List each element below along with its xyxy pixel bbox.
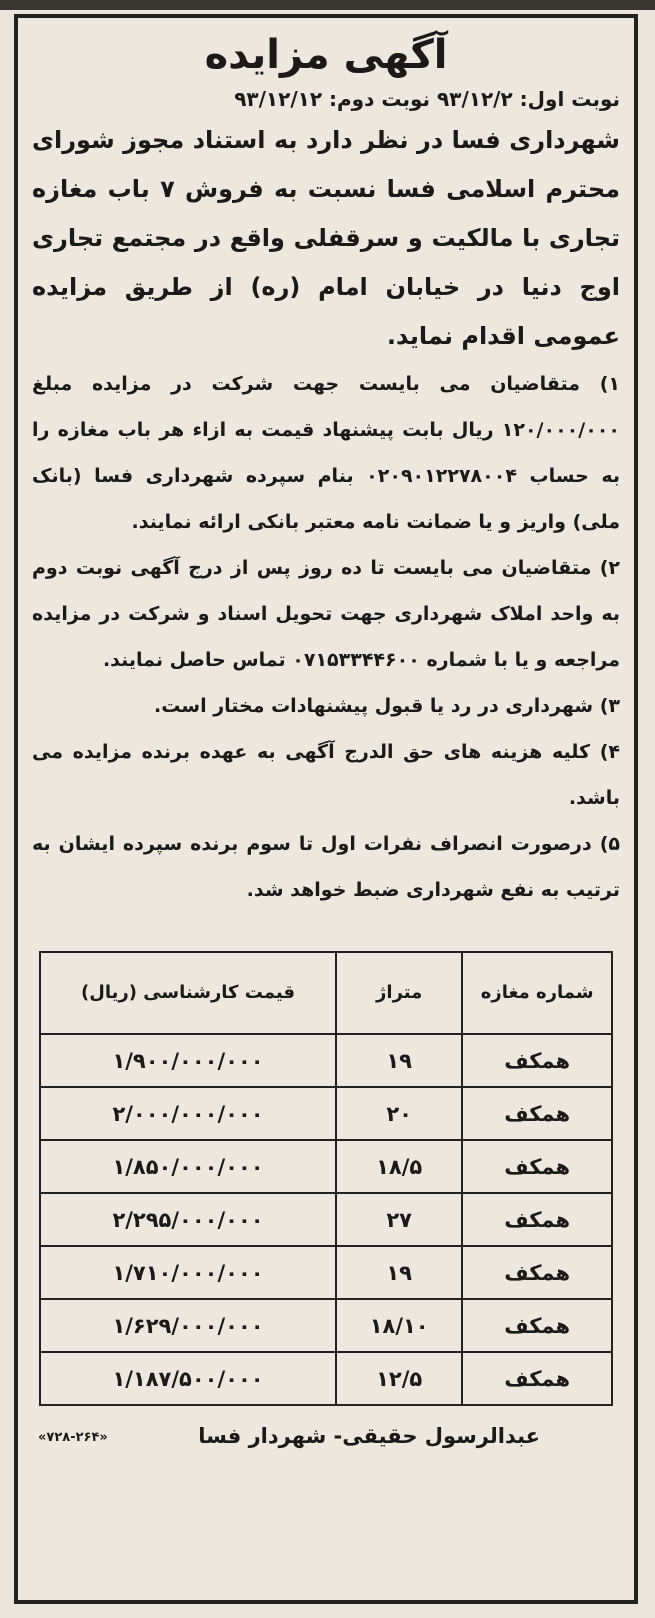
table-row bbox=[40, 1352, 612, 1405]
cell-area: ۱۹ bbox=[336, 1034, 462, 1087]
cell-shop: همکف bbox=[462, 1193, 612, 1246]
cell-shop: همکف bbox=[462, 1087, 612, 1140]
shops-price-table bbox=[39, 951, 613, 1406]
intro-paragraph: شهرداری فسا در نظر دارد به استناد مجوز شورای محترم اسلامی فسا نسبت به فروش ۷ باب مغازه تجاری با مالکیت و سرقفلی واقع در مجتمع تجاری اوج دنیا در خیابان امام (ره) از طریق مزایده عمومی اقدام نماید. bbox=[32, 126, 620, 350]
cell-price: ۲/۰۰۰/۰۰۰/۰۰۰ bbox=[40, 1087, 336, 1140]
condition-item-1: ۱) متقاضیان می بایست جهت شرکت در مزایده مبلغ ۱۲۰/۰۰۰/۰۰۰ ریال بابت پیشنهاد قیمت به ازاء هر باب مغازه را به حساب ۰۲۰۹۰۱۲۲۷۸۰۰۴ بنام سپرده شهرداری فسا (بانک ملی) واریز و یا ضمانت نامه معتبر بانکی ارائه نمایند. bbox=[32, 373, 620, 533]
cell-area: ۲۷ bbox=[336, 1193, 462, 1246]
cell-price: ۱/۶۲۹/۰۰۰/۰۰۰ bbox=[40, 1299, 336, 1352]
condition-item-3: ۳) شهرداری در رد یا قبول پیشنهادات مختار است. bbox=[154, 695, 620, 717]
cell-price: ۱/۸۵۰/۰۰۰/۰۰۰ bbox=[40, 1140, 336, 1193]
table-row bbox=[40, 1299, 612, 1352]
signature: عبدالرسول حقیقی- شهردار فسا bbox=[198, 1424, 540, 1448]
condition-item-2: ۲) متقاضیان می بایست تا ده روز پس از درج آگهی نوبت دوم به واحد املاک شهرداری جهت تحویل اسناد و شرکت در مزایده مراجعه و یا با شماره ۰۷۱۵۳۳۴۴۶۰۰ تماس حاصل نمایند. bbox=[32, 557, 620, 671]
cell-shop: همکف bbox=[462, 1246, 612, 1299]
condition-item-5: ۵) درصورت انصراف نفرات اول تا سوم برنده سپرده ایشان به ترتیب به نفع شهرداری ضبط خواهد شد. bbox=[32, 833, 620, 901]
cell-shop: همکف bbox=[462, 1140, 612, 1193]
notice-footer bbox=[32, 1410, 620, 1462]
notice-content bbox=[18, 18, 634, 1462]
table-row bbox=[40, 1193, 612, 1246]
cell-price: ۱/۷۱۰/۰۰۰/۰۰۰ bbox=[40, 1246, 336, 1299]
cell-area: ۱۲/۵ bbox=[336, 1352, 462, 1405]
header-price: قیمت کارشناسی (ریال) bbox=[40, 952, 336, 1034]
cell-price: ۲/۲۹۵/۰۰۰/۰۰۰ bbox=[40, 1193, 336, 1246]
table-row bbox=[40, 1034, 612, 1087]
cell-area: ۱۸/۱۰ bbox=[336, 1299, 462, 1352]
top-border-strip bbox=[0, 0, 655, 10]
notice-frame bbox=[14, 14, 638, 1604]
cell-price: ۱/۹۰۰/۰۰۰/۰۰۰ bbox=[40, 1034, 336, 1087]
cell-shop: همکف bbox=[462, 1299, 612, 1352]
table-row bbox=[40, 1087, 612, 1140]
cell-shop: همکف bbox=[462, 1034, 612, 1087]
header-shop-number: شماره مغازه bbox=[462, 952, 612, 1034]
ad-code: «۷۲۸-۲۶۴» bbox=[38, 1430, 108, 1445]
header-area: متراژ bbox=[336, 952, 462, 1034]
cell-area: ۱۹ bbox=[336, 1246, 462, 1299]
notice-title: آگهی مزایده bbox=[204, 32, 448, 78]
cell-shop: همکف bbox=[462, 1352, 612, 1405]
cell-area: ۲۰ bbox=[336, 1087, 462, 1140]
cell-area: ۱۸/۵ bbox=[336, 1140, 462, 1193]
publication-dates: نوبت اول: ۹۳/۱۲/۲ نوبت دوم: ۹۳/۱۲/۱۲ bbox=[234, 87, 620, 111]
cell-price: ۱/۱۸۷/۵۰۰/۰۰۰ bbox=[40, 1352, 336, 1405]
table-row bbox=[40, 1246, 612, 1299]
table-header-row bbox=[40, 952, 612, 1034]
condition-item-4: ۴) کلیه هزینه های حق الدرج آگهی به عهده برنده مزایده می باشد. bbox=[32, 741, 620, 809]
table-row bbox=[40, 1140, 612, 1193]
